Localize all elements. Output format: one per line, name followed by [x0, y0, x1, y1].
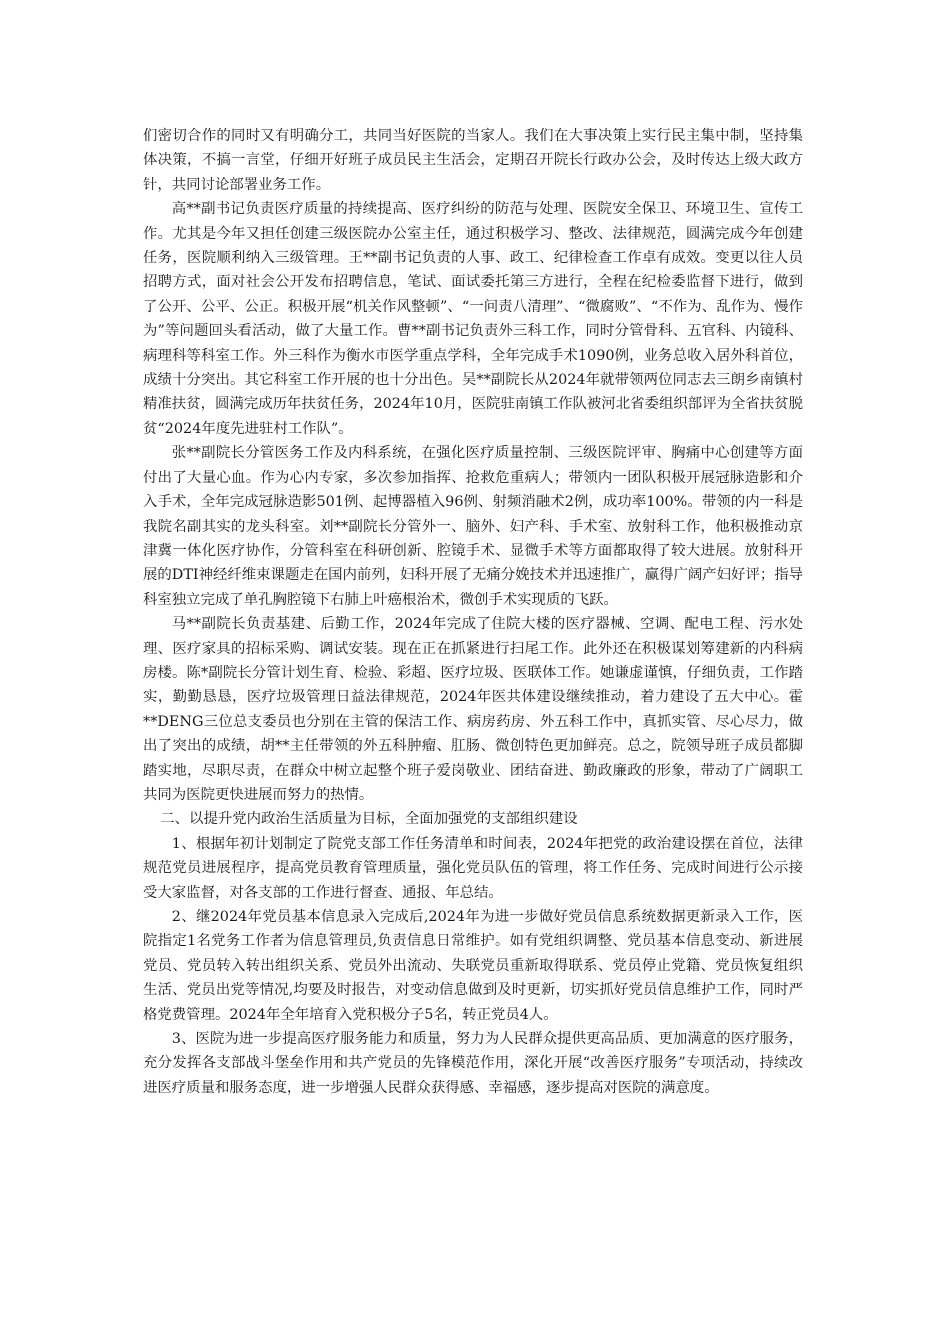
paragraph-item-2: 2、继2024年党员基本信息录入完成后,2024年为进一步做好党员信息系统数据更新录入工作，医院指定1名党务工作者为信息管理员,负责信息日常维护。如有党组织调整、党员基本信息变动、新进展党员、党员转入转出组织关系、党员外出流动、失联党员重新取得联系、党员停止党籍、党员恢复组织生活、党员出党等情况,均要及时报告，对变动信息做到及时更新，切实抓好党员信息维护工作，同时严格党费管理。2024年全年培育入党积极分子5名，转正党员4人。	[143, 909, 803, 1023]
paragraph-vice-secretaries: 高**副书记负责医疗质量的持续提高、医疗纠纷的防范与处理、医院安全保卫、环境卫生、宣传工作。尤其是今年又担任创建三级医院办公室主任，通过积极学习、整改、法律规范，圆满完成今年创建任务，医院顺利纳入三级管理。王**副书记负责的人事、政工、纪律检查工作卓有成效。变更以往人员招聘方式，面对社会公开发布招聘信息，笔试、面试委托第三方进行，全程在纪检委监督下进行，做到了公开、公平、公正。积极开展“机关作风整顿”、“一问责八清理”、“微腐败”、“不作为、乱作为、慢作为”等问题回头看活动，做了大量工作。曹**副书记负责外三科工作，同时分管骨科、五官科、内镜科、病理科等科室工作。外三科作为衡水市医学重点学科，全年完成手术1090例，业务总收入居外科首位，成绩十分突出。其它科室工作开展的也十分出色。吴**副院长从2024年就带领两位同志去三朗乡南镇村精准扶贫，圆满完成历年扶贫任务，2024年10月，医院驻南镇工作队被河北省委组织部评为全省扶贫脱贫“2024年度先进驻村工作队”。	[143, 201, 803, 437]
paragraph-continuation: 们密切合作的同时又有明确分工，共同当好医院的当家人。我们在大事决策上实行民主集中制，坚持集体决策，不搞一言堂，仔细开好班子成员民主生活会，定期召开院长行政办公会，及时传达上级大政方针，共同讨论部署业务工作。	[143, 128, 803, 193]
paragraph-vice-presidents-medical: 张**副院长分管医务工作及内科系统，在强化医疗质量控制、三级医院评审、胸痛中心创建等方面付出了大量心血。作为心内专家，多次参加指挥、抢救危重病人；带领内一团队积极开展冠脉造影和介入手术，全年完成冠脉造影501例、起博器植入96例、射频消融术2例，成功率100%。带领的内一科是我院名副其实的龙头科室。刘**副院长分管外一、脑外、妇产科、手术室、放射科工作，他积极推动京津冀一体化医疗协作，分管科室在科研创新、腔镜手术、显微手术等方面都取得了较大进展。放射科开展的DTI神经纤维束课题走在国内前列，妇科开展了无痛分娩技术并迅速推广，赢得广阔产妇好评；指导科室独立完成了单孔胸腔镜下右肺上叶癌根治术，微创手术实现质的飞跃。	[143, 445, 804, 608]
paragraph-item-1: 1、根据年初计划制定了院党支部工作任务清单和时间表，2024年把党的政治建设摆在首位，法律规范党员进展程序，提高党员教育管理质量，强化党员队伍的管理，将工作任务、完成时间进行公示接受大家监督，对各支部的工作进行督查、通报、年总结。	[143, 835, 803, 901]
paragraph-item-3: 3、医院为进一步提高医疗服务能力和质量，努力为人民群众提供更高品质、更加满意的医疗服务，充分发挥各支部战斗堡垒作用和共产党员的先锋模范作用，深化开展“改善医疗服务”专项活动，持续改进医疗质量和服务态度，进一步增强人民群众获得感、幸福感，逐步提高对医院的满意度。	[143, 1031, 803, 1096]
paragraph-vice-presidents-logistics: 马**副院长负责基建、后勤工作，2024年完成了住院大楼的医疗器械、空调、配电工程、污水处理、医疗家具的招标采购、调试安装。现在正在抓紧进行扫尾工作。此外还在积极谋划筹建新的内科病房楼。陈*副院长分管计划生育、检验、彩超、医疗垃圾、医联体工作。她谦虚谨慎，仔细负责，工作踏实，勤勤恳恳，医疗垃圾管理日益法律规范，2024年医共体建设继续推动，着力建设了五大中心。霍**DENG三位总支委员也分别在主管的保洁工作、病房药房、外五科工作中，真抓实管、尽心尽力，做出了突出的成绩，胡**主任带领的外五科肿瘤、肛肠、微创特色更加鲜亮。总之，院领导班子成员都脚踏实地，尽职尽责，在群众中树立起整个班子爱岗敬业、团结奋进、勤政廉政的形象，带动了广阔职工共同为医院更快进展而努力的热情。	[143, 616, 803, 803]
section-heading-two: 二、以提升党内政治生活质量为目标，全面加强党的支部组织建设	[160, 811, 578, 828]
document-page	[143, 124, 803, 1100]
